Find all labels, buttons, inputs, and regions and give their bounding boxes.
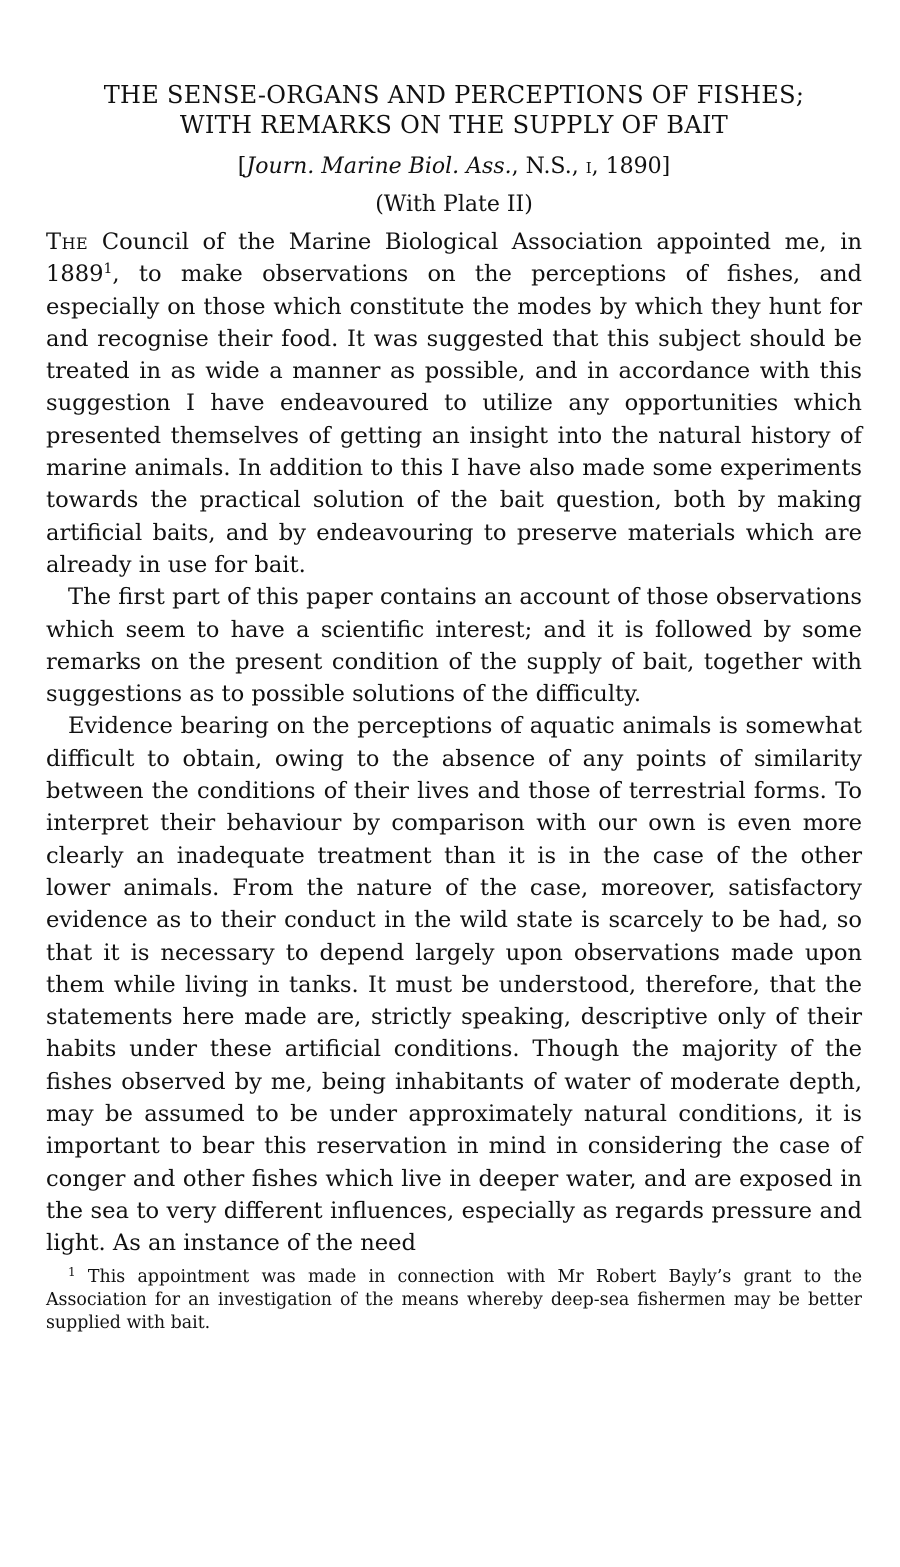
citation-volume: i	[585, 154, 592, 179]
paragraph-1-text-b: , to make observations on the perceptions of fishes, and especially on those which constitute the modes by which they hunt for and recognise their food. It was suggested that this subject should be treated in as wide a manner as possible, and in accordance with this suggestion I have endeavoured to utilize any opportunities which presented themselves of getting an insight into the natural history of marine animals. In addition to this I have also made some experiments towards the practical solution of the bait question, both by making artificial baits, and by endeavouring to preserve materials which are already in use for bait.	[46, 261, 862, 578]
journal-name: Journ. Marine Biol. Ass.	[246, 154, 512, 179]
citation-series: , N.S.,	[511, 154, 586, 179]
footnote	[46, 1266, 862, 1335]
paragraph-1-text-a: Council of the Marine Biological Association appointed me, in 1889	[46, 229, 862, 288]
paragraph-2: The first part of this paper contains an account of those observations which seem to have a scientific interest; and it is followed by some remarks on the present condition of the supply of bait, together with suggestions as to possible solutions of the difficulty.	[46, 584, 862, 708]
article-title	[46, 80, 862, 140]
page	[46, 80, 862, 1352]
footnote-mark: 1	[68, 1264, 76, 1279]
footnote-reference: 1	[103, 261, 113, 278]
paragraph-3: Evidence bearing on the perceptions of aquatic animals is somewhat difficult to obtain, owing to the absence of any points of similarity between the conditions of their lives and those of terrestrial forms. To interpret their behaviour by comparison with our own is even more clearly an inadequate treatment than it is in the case of the other lower animals. From the nature of the case, moreover, satisfactory evidence as to their conduct in the wild state is scarcely to be had, so that it is necessary to depend largely upon observations made upon them while living in tanks. It must be understood, therefore, that the statements here made are, strictly speaking, descriptive only of their habits under these artificial conditions. Though the majority of the fishes observed by me, being inhabitants of water of moderate depth, may be assumed to be under approximately natural conditions, it is important to bear this reservation in mind in considering the case of conger and other fishes which live in deeper water, and are exposed in the sea to very different influences, especially as regards pressure and light. As an instance of the need	[46, 713, 862, 1257]
paragraph-1-lead: The	[46, 229, 89, 255]
paragraph-1	[46, 226, 862, 581]
plate-note: (With Plate II)	[375, 192, 533, 217]
title-line-2: WITH REMARKS ON THE SUPPLY OF BAIT	[179, 111, 729, 139]
body-text	[46, 226, 862, 1260]
citation-year: , 1890]	[591, 154, 671, 179]
citation-open-bracket: [	[237, 154, 247, 179]
footnote-text: This appointment was made in connection with Mr Robert Bayly’s grant to the Association for an investigation of the means whereby deep-sea fishermen may be better supplied with bait.	[46, 1266, 862, 1333]
citation	[46, 152, 862, 182]
title-line-1: THE SENSE-ORGANS AND PERCEPTIONS OF FISHES;	[103, 81, 805, 109]
